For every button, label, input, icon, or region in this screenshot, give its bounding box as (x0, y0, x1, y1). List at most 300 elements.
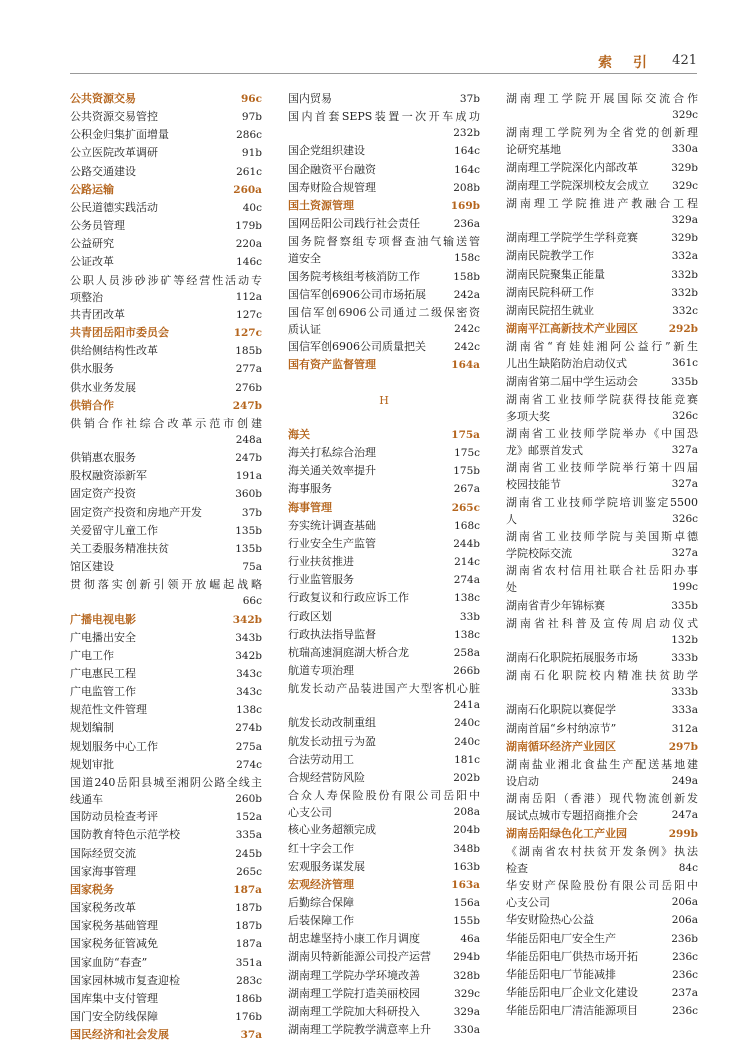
index-entry-line (70, 144, 262, 162)
index-entry-line (288, 733, 480, 751)
index-entry-line (506, 911, 698, 929)
index-entry-page: 127c (233, 327, 262, 340)
index-entry-line (506, 773, 698, 790)
index-entry-page: 187a (233, 883, 262, 896)
index-entry-text: 项整治 (70, 290, 103, 304)
index-entry-page: 329b (671, 161, 698, 174)
index-entry-text: 供销合作社综合改革示范市创建 (70, 416, 262, 430)
index-entry-line (288, 644, 480, 662)
index-entry-line (288, 840, 480, 858)
index-entry-line (70, 306, 262, 324)
index-entry (288, 930, 480, 948)
index-entry-text: 湖南岳阳（香港）现代物流创新发 (506, 792, 698, 806)
index-entry-line (70, 683, 262, 701)
index-entry-line (70, 808, 262, 826)
index-entry-line (70, 467, 262, 485)
index-entry-line (288, 1003, 480, 1021)
index-entry (70, 485, 262, 503)
index-entry (70, 972, 262, 990)
index-entry-text: 夯实统计调查基础 (288, 518, 376, 532)
index-entry-page: 187b (235, 902, 262, 915)
index-entry-page: 168c (454, 519, 480, 532)
index-entry-line (288, 338, 480, 356)
index-entry-page: 179b (235, 220, 262, 233)
index-entry-line (70, 647, 262, 665)
index-entry-text: 国寿财险合规管理 (288, 180, 376, 194)
index-entry-page: 260a (233, 183, 262, 196)
index-entry-page: 164c (454, 145, 480, 158)
index-entry-line (70, 954, 262, 972)
index-entry-text: 公务员管理 (70, 219, 125, 233)
index-entry-line (70, 935, 262, 953)
index-entry-page: 158c (454, 252, 480, 265)
index-entry-page: 297b (668, 740, 698, 753)
index-entry-text: 湖南省工业技师学院举办《中国恐 (506, 426, 698, 440)
index-entry-text: 行业安全生产监管 (288, 536, 376, 550)
index-entry (70, 954, 262, 972)
index-heading (288, 356, 480, 374)
index-entry-page: 84c (678, 861, 698, 874)
index-heading (288, 426, 480, 444)
index-entry-page: 236b (671, 932, 698, 945)
index-entry (506, 177, 698, 195)
index-entry-text: 华能岳阳电厂企业文化建设 (506, 985, 638, 999)
index-entry-page: 208a (453, 806, 480, 819)
index-entry-line (506, 302, 698, 320)
index-entry-page: 164a (451, 359, 480, 372)
index-entry (506, 373, 698, 391)
index-entry-text: 国库集中支付管理 (70, 991, 158, 1005)
index-entry-page: 265c (451, 501, 480, 514)
index-entry-page: 335b (671, 375, 698, 388)
index-entry-page: 327a (671, 478, 698, 491)
index-entry-text: 公益研究 (70, 237, 114, 251)
index-entry-page: 276b (235, 381, 262, 394)
index-entry-text: 公立医院改革调研 (70, 146, 158, 160)
index-entry-text: 公共资源交易管控 (70, 110, 158, 124)
index-entry-line (288, 626, 480, 644)
index-entry-line (70, 181, 262, 199)
index-entry-text: 湖南理工学院推进产教融合工程 (506, 196, 698, 210)
index-entry-text: 公职人员涉砂涉矿等经营性活动专 (70, 273, 262, 287)
index-entry-line (70, 540, 262, 558)
index-entry-text: 湖南石化职院校内精准扶贫助学 (506, 669, 698, 683)
index-entry (506, 159, 698, 177)
index-entry (288, 161, 480, 179)
index-entry (288, 215, 480, 233)
index-entry-text: 湖南民院科研工作 (506, 285, 594, 299)
index-entry (70, 863, 262, 881)
index-entry-line (506, 408, 698, 425)
index-entry-page: 247a (671, 809, 698, 822)
index-entry-line (288, 876, 480, 894)
index-entry-line (506, 825, 698, 843)
index-entry (506, 649, 698, 667)
index-entry-page: 185b (235, 345, 262, 358)
index-heading (506, 825, 698, 843)
index-entry (288, 233, 480, 267)
index-entry-text: 固定资产投资 (70, 487, 136, 501)
index-entry-page: 329b (671, 232, 698, 245)
index-entry (506, 459, 698, 493)
index-entry-text: 湖南首届“乡村纳凉节” (506, 721, 617, 735)
index-entry-line (70, 342, 262, 360)
index-entry-text: 国信军创6906公司市场拓展 (288, 287, 426, 301)
index-entry (288, 517, 480, 535)
index-entry-page: 245b (235, 847, 262, 860)
index-entry (288, 589, 480, 607)
index-entry-line (70, 522, 262, 540)
index-entry-line (288, 751, 480, 769)
index-entry-text: 处 (506, 581, 517, 595)
index-entry-page: 181c (454, 753, 480, 766)
index-entry-page: 329c (672, 179, 698, 192)
index-entry-line (288, 571, 480, 589)
index-entry (506, 266, 698, 284)
index-entry-text: 国防教育特色示范学校 (70, 828, 180, 842)
index-entry (70, 360, 262, 378)
index-entry-text: 公路交通建设 (70, 164, 136, 178)
index-entry-page: 138c (454, 592, 480, 605)
index-entry-text: 固定资产投资和房地产开发 (70, 505, 202, 519)
spacer (288, 375, 480, 392)
index-entry (506, 790, 698, 824)
index-entry-text: 国务院考核组考核消防工作 (288, 269, 420, 283)
index-entry-line (288, 967, 480, 985)
index-entry (70, 756, 262, 774)
index-entry-text: 湖南省工业技师学院举行第十四届 (506, 461, 698, 475)
index-entry (288, 948, 480, 966)
index-entry-text: 行政执法指导监督 (288, 627, 376, 641)
index-entry-text: 湖南石化职院拓展服务市场 (506, 651, 638, 664)
index-entry (506, 90, 698, 124)
index-entry-page: 343c (236, 668, 262, 680)
index-entry-line (506, 247, 698, 265)
index-entry-page: 206a (671, 896, 698, 909)
index-entry-line (288, 499, 480, 517)
index-entry (288, 286, 480, 304)
index-entry-text: 广电工作 (70, 648, 114, 662)
index-entry (288, 142, 480, 160)
index-entry-text: 湖南理工学院开展国际交流合作 (506, 92, 698, 105)
index-entry-page: 158b (453, 270, 480, 283)
index-entry-line (288, 444, 480, 462)
index-entry-text: 湖南省工业技师学院与美国斯卓德 (506, 529, 698, 543)
index-entry-line (506, 159, 698, 177)
index-entry (70, 665, 262, 683)
index-entry-page: 97b (241, 111, 262, 124)
index-entry-line (70, 719, 262, 737)
index-entry-line (70, 90, 262, 108)
index-entry-text: 国际经贸交流 (70, 846, 136, 860)
index-entry-line (288, 662, 480, 680)
index-entry-text: 后勤综合保障 (288, 896, 354, 909)
index-entry-page: 342b (232, 613, 262, 626)
index-entry-page: 240c (454, 735, 480, 748)
index-entry-line (506, 984, 698, 1002)
index-entry-text: 广电播出安全 (70, 630, 136, 644)
index-entry (506, 528, 698, 562)
index-entry-page: 175c (454, 447, 480, 460)
index-entry (70, 683, 262, 701)
index-entry-text: 质认证 (288, 323, 321, 337)
index-entry (288, 985, 480, 1003)
index-entry-page: 236c (672, 950, 698, 963)
index-entry-text: 航发长动改制重组 (288, 716, 376, 730)
index-entry (506, 338, 698, 372)
index-heading (288, 197, 480, 215)
index-entry-text: 航发长动扭亏为盈 (288, 734, 376, 748)
index-entry-line (288, 356, 480, 374)
index-entry (288, 268, 480, 286)
index-entry-text: 论研究基地 (506, 143, 561, 157)
index-heading (70, 611, 262, 629)
index-entry-text: 湖南省社科普及宣传周启动仪式 (506, 616, 698, 630)
index-entry-page: 37a (240, 1029, 262, 1042)
index-entry (70, 774, 262, 808)
index-entry-page: 360b (235, 488, 262, 501)
index-entry (288, 894, 480, 912)
index-entry-line (506, 266, 698, 284)
index-entry-line (70, 917, 262, 935)
index-entry-text: 海事服务 (288, 482, 332, 496)
index-entry-line (288, 912, 480, 930)
index-entry-page: 261c (236, 165, 262, 178)
index-entry (70, 235, 262, 253)
index-entry (288, 179, 480, 197)
index-heading (288, 876, 480, 894)
index-heading (288, 499, 480, 517)
index-entry (70, 467, 262, 485)
index-entry-page: 163a (451, 878, 480, 891)
index-entry-page: 342b (235, 649, 262, 662)
index-entry-page: 299b (668, 827, 698, 840)
index-entry-text: 供销惠农服务 (70, 451, 136, 465)
index-entry-text: 国有资产监督管理 (288, 358, 376, 372)
index-entry-page: 236c (672, 968, 698, 981)
index-entry-line (288, 948, 480, 966)
index-entry-line (506, 545, 698, 562)
index-entry-text: 龙》邮票首发式 (506, 444, 583, 458)
index-entry-text: 湖南贝特新能源公司投产运营 (288, 950, 431, 964)
index-heading (70, 90, 262, 108)
index-entry-line (506, 807, 698, 824)
index-entry-text: 规划编制 (70, 721, 114, 735)
index-entry-text: 湖南民院招生就业 (506, 303, 594, 317)
index-heading (70, 181, 262, 199)
index-entry (70, 449, 262, 467)
index-entry-page: 176b (235, 1010, 262, 1023)
index-entry-page: 96c (240, 93, 262, 105)
index-entry-text: 国家税务征管减免 (70, 937, 158, 951)
index-entry-page: 191a (235, 470, 262, 483)
index-entry-text: 杭瑞高速洞庭湖大桥合龙 (288, 645, 409, 659)
index-entry-text: 学院校际交流 (506, 547, 572, 561)
index-entry-text: 国信军创6906公司质量把关 (288, 340, 426, 354)
index-entry-page: 332c (672, 304, 698, 317)
index-entry (506, 667, 698, 701)
index-entry-page: 75a (242, 561, 262, 574)
index-entry-page: 329a (453, 1005, 480, 1018)
index-entry-line (70, 881, 262, 899)
index-entry-line (70, 253, 262, 271)
index-entry (506, 1002, 698, 1020)
header-divider (70, 73, 697, 74)
index-column-3 (506, 90, 698, 1020)
index-entry (70, 522, 262, 540)
index-entry-line (288, 553, 480, 571)
index-entry (70, 108, 262, 126)
page-header-title: 索 引 (598, 55, 655, 71)
index-entry-line (70, 611, 262, 629)
index-entry-text: 行政区划 (288, 609, 332, 623)
index-entry-line (288, 1021, 480, 1039)
index-entry-text: 公民道德实践活动 (70, 200, 158, 214)
index-entry-text: 湖南省工业技师学院获得技能竞赛 (506, 392, 698, 406)
index-entry-line (70, 163, 262, 181)
index-entry (288, 608, 480, 626)
index-entry-text: 湖南省青少年锦标赛 (506, 598, 605, 612)
index-entry-text: 宏观经济管理 (288, 877, 354, 891)
index-entry-text: 国网岳阳公司践行社会责任 (288, 217, 420, 231)
index-entry-line (288, 426, 480, 444)
index-entry-line (506, 579, 698, 596)
index-entry (506, 562, 698, 596)
index-entry-page: 206a (671, 914, 698, 927)
index-entry-page: 329a (671, 214, 698, 227)
index-entry-page: 258a (453, 646, 480, 659)
index-entry-line (70, 701, 262, 719)
index-entry (288, 444, 480, 462)
index-entry-text: 湖南循环经济产业园区 (506, 739, 616, 753)
index-entry-text: 国企党组织建设 (288, 144, 365, 158)
index-entry-text: 湖南省“育娃娃湘阿公益行”新生 (506, 340, 698, 354)
index-entry-line (506, 476, 698, 493)
index-entry-page: 175a (451, 428, 480, 441)
index-entry-text: 胡忠雄坚持小康工作月调度 (288, 932, 420, 946)
index-entry (70, 719, 262, 737)
index-entry-page: 326c (672, 512, 698, 525)
index-heading (506, 738, 698, 756)
index-entry-text: 多项大奖 (506, 409, 550, 423)
index-entry-text: 校园技能节 (506, 478, 561, 492)
index-entry (506, 124, 698, 158)
index-entry-line (70, 1026, 262, 1044)
index-entry-line (70, 899, 262, 917)
index-entry-page: 249a (671, 775, 698, 788)
index-entry-text: 湖南理工学院办学环境改善 (288, 968, 420, 982)
index-entry-line (288, 804, 480, 821)
index-entry-text: 合众人寿保险股份有限公司岳阳中 (288, 789, 480, 803)
index-entry (288, 338, 480, 356)
index-entry-text: 国家园林城市复查迎检 (70, 973, 180, 987)
index-entry-text: 规范性文件管理 (70, 703, 147, 717)
index-entry-page: 333a (671, 704, 698, 717)
index-entry-page: 135b (235, 542, 262, 555)
index-entry-text: 湖南平江高新技术产业园区 (506, 322, 638, 336)
index-entry-page: 214c (454, 556, 480, 569)
index-entry-text: 关工委服务精准扶贫 (70, 541, 169, 555)
index-entry (70, 558, 262, 576)
index-entry-line (288, 769, 480, 787)
index-entry-line (506, 177, 698, 195)
index-entry-text: 湖南理工学院教学满意率上升 (288, 1023, 431, 1037)
index-entry-page: 236a (453, 218, 480, 231)
index-entry (288, 553, 480, 571)
index-column-2 (288, 90, 480, 1039)
index-entry-page: 286c (236, 129, 262, 142)
index-entry-page: 152a (235, 811, 262, 824)
index-entry-line (70, 449, 262, 467)
index-entry-line (506, 720, 698, 738)
index-entry-text: 国家税务 (70, 882, 114, 896)
index-entry (506, 247, 698, 265)
index-entry (70, 629, 262, 647)
index-entry-page: 46a (460, 933, 480, 946)
index-entry-page: 332b (671, 268, 698, 281)
index-entry (70, 253, 262, 271)
index-entry (288, 840, 480, 858)
index-entry-line (288, 462, 480, 480)
index-entry (288, 480, 480, 498)
index-entry (70, 272, 262, 306)
index-entry-text: 海关 (288, 427, 310, 441)
index-heading (70, 1026, 262, 1044)
index-entry-text: 航发长动产品装进国产大型客机心脏 (288, 682, 480, 696)
index-entry-text: 设启动 (506, 775, 539, 789)
index-entry-page: 132b (671, 633, 698, 646)
index-entry-text: 湖南理工学院加大科研投入 (288, 1004, 420, 1018)
index-entry-page: 343b (235, 631, 262, 644)
index-entry (288, 714, 480, 732)
index-entry (70, 144, 262, 162)
index-entry-line (288, 985, 480, 1003)
index-entry-line (506, 738, 698, 756)
index-entry-text: 广电惠民工程 (70, 667, 136, 680)
index-entry-page: 242c (454, 323, 480, 336)
index-entry-text: 心支公司 (288, 806, 332, 820)
index-entry-text: 国家海事管理 (70, 864, 136, 878)
index-entry-page: 329c (672, 109, 698, 122)
index-entry-page: 33b (459, 610, 480, 623)
index-entry-text: 展试点城市专题招商推介会 (506, 809, 638, 823)
index-entry-page: 37b (459, 93, 480, 105)
index-heading (70, 324, 262, 342)
index-entry (506, 720, 698, 738)
index-entry-page: 138c (236, 704, 262, 717)
index-entry-text: 湖南理工学院深圳校友会成立 (506, 178, 649, 192)
index-entry-text: 合规经营防风险 (288, 770, 365, 784)
index-entry-text: 湖南理工学院学生学科竞赛 (506, 231, 638, 245)
index-entry-text: 湖南省农村信用社联合社岳阳办事 (506, 564, 698, 578)
index-entry (506, 597, 698, 615)
index-entry-page: 267a (453, 483, 480, 496)
index-entry (288, 535, 480, 553)
index-entry-line (70, 738, 262, 756)
index-entry-text: 湖南盐业湘北食盐生产配送基地建 (506, 757, 698, 771)
index-entry-text: 国土资源管理 (288, 198, 354, 212)
index-entry-page: 283c (236, 974, 262, 987)
index-entry-page: 326c (672, 409, 698, 422)
index-entry-line (288, 894, 480, 912)
index-entry-text: 华能岳阳电厂清洁能源项目 (506, 1004, 638, 1018)
index-entry (70, 647, 262, 665)
index-entry-line (70, 379, 262, 397)
index-entry-line (70, 360, 262, 378)
index-entry-line (506, 284, 698, 302)
index-entry-line (288, 517, 480, 535)
index-entry-text: 线通车 (70, 793, 103, 807)
